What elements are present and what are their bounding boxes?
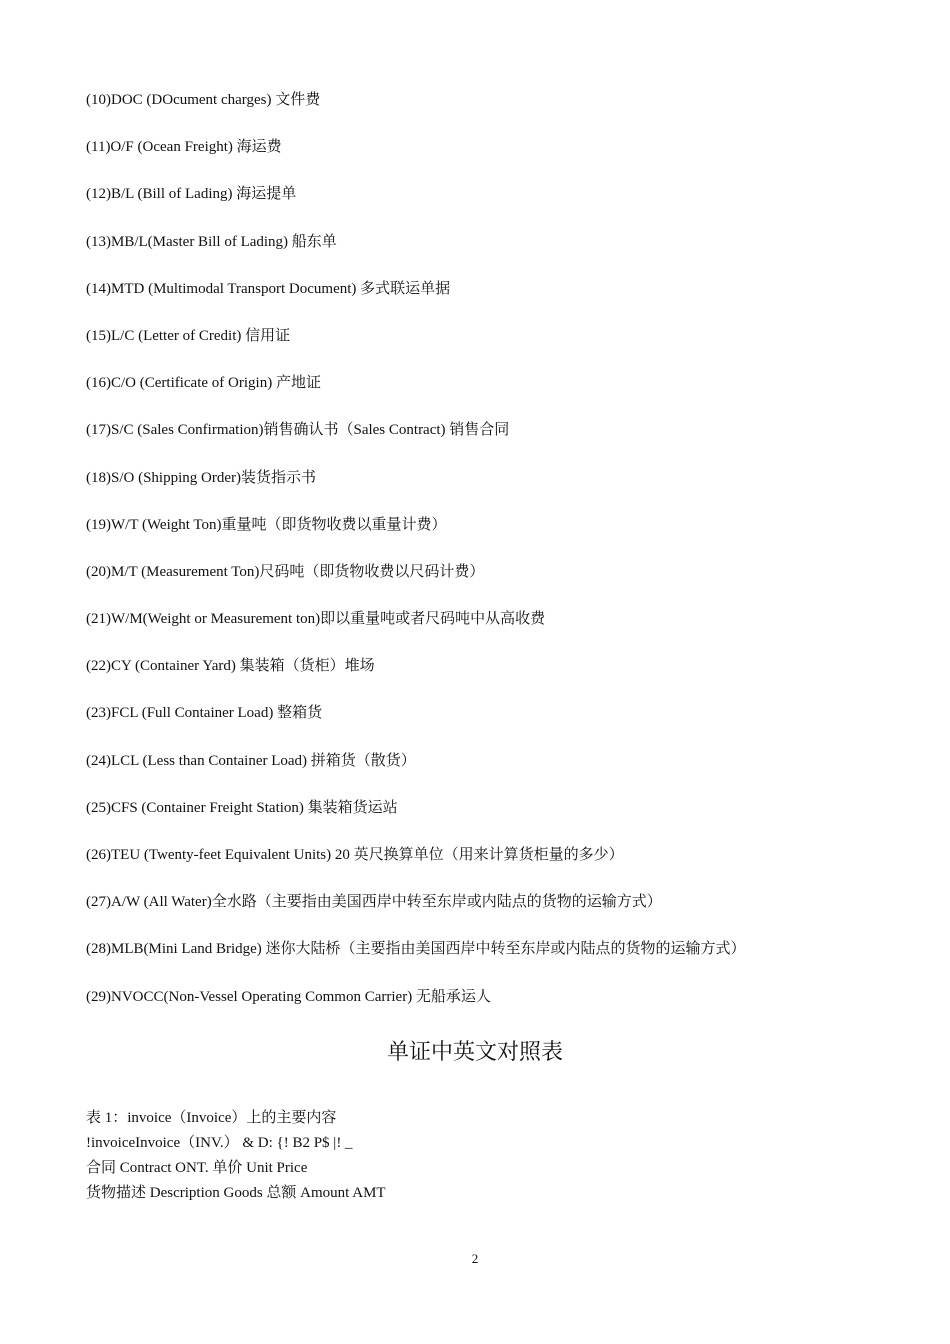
page-number: 2 bbox=[471, 1251, 479, 1266]
term-item: (21)W/M(Weight or Measurement ton)即以重量吨或者尺码吨中从高收费 bbox=[86, 611, 546, 628]
term-item: (29)NVOCC(Non-Vessel Operating Common Carrier) 无船承运人 bbox=[86, 988, 491, 1005]
table-line: 货物描述 Description Goods 总额 Amount AMT bbox=[86, 1185, 386, 1201]
term-item: (25)CFS (Container Freight Station) 集装箱货运站 bbox=[86, 799, 398, 816]
table-line: 表 1：invoice（Invoice）上的主要内容 bbox=[86, 1110, 337, 1126]
section-title: 单证中英文对照表 bbox=[386, 1039, 563, 1064]
invoice-table-text bbox=[86, 1106, 886, 1206]
term-item: (15)L/C (Letter of Credit) 信用证 bbox=[86, 327, 291, 344]
term-item: (23)FCL (Full Container Load) 整箱货 bbox=[86, 705, 323, 722]
term-item: (13)MB/L(Master Bill of Lading) 船东单 bbox=[86, 233, 337, 250]
term-item: (26)TEU (Twenty-feet Equivalent Units) 20 英尺换算单位（用来计算货柜量的多少） bbox=[86, 847, 624, 863]
term-item: (27)A/W (All Water)全水路（主要指由美国西岸中转至东岸或内陆点的货物的运输方式） bbox=[86, 894, 662, 911]
term-item: (22)CY (Container Yard) 集装箱（货柜）堆场 bbox=[86, 658, 375, 675]
term-item: (14)MTD (Multimodal Transport Document) 多式联运单据 bbox=[86, 280, 451, 297]
term-item: (28)MLB(Mini Land Bridge) 迷你大陆桥（主要指由美国西岸中转至东岸或内陆点的货物的运输方式） bbox=[86, 941, 746, 958]
term-item: (17)S/C (Sales Confirmation)销售确认书（Sales Contract) 销售合同 bbox=[86, 422, 510, 439]
term-item: (10)DOC (DOcument charges) 文件费 bbox=[86, 92, 321, 108]
term-item: (11)O/F (Ocean Freight) 海运费 bbox=[86, 139, 282, 156]
term-item: (19)W/T (Weight Ton)重量吨（即货物收费以重量计费） bbox=[86, 516, 447, 533]
term-item: (16)C/O (Certificate of Origin) 产地证 bbox=[86, 375, 321, 392]
abbreviation-list bbox=[86, 90, 886, 1034]
table-line: !invoiceInvoice（INV.） & D: {! B2 P$ |! _ bbox=[86, 1135, 353, 1151]
table-line: 合同 Contract ONT. 单价 Unit Price bbox=[86, 1160, 308, 1176]
term-item: (18)S/O (Shipping Order)装货指示书 bbox=[86, 469, 316, 486]
term-item: (20)M/T (Measurement Ton)尺码吨（即货物收费以尺码计费） bbox=[86, 563, 485, 580]
term-item: (24)LCL (Less than Container Load) 拼箱货（散货） bbox=[86, 752, 416, 769]
term-item: (12)B/L (Bill of Lading) 海运提单 bbox=[86, 186, 297, 203]
